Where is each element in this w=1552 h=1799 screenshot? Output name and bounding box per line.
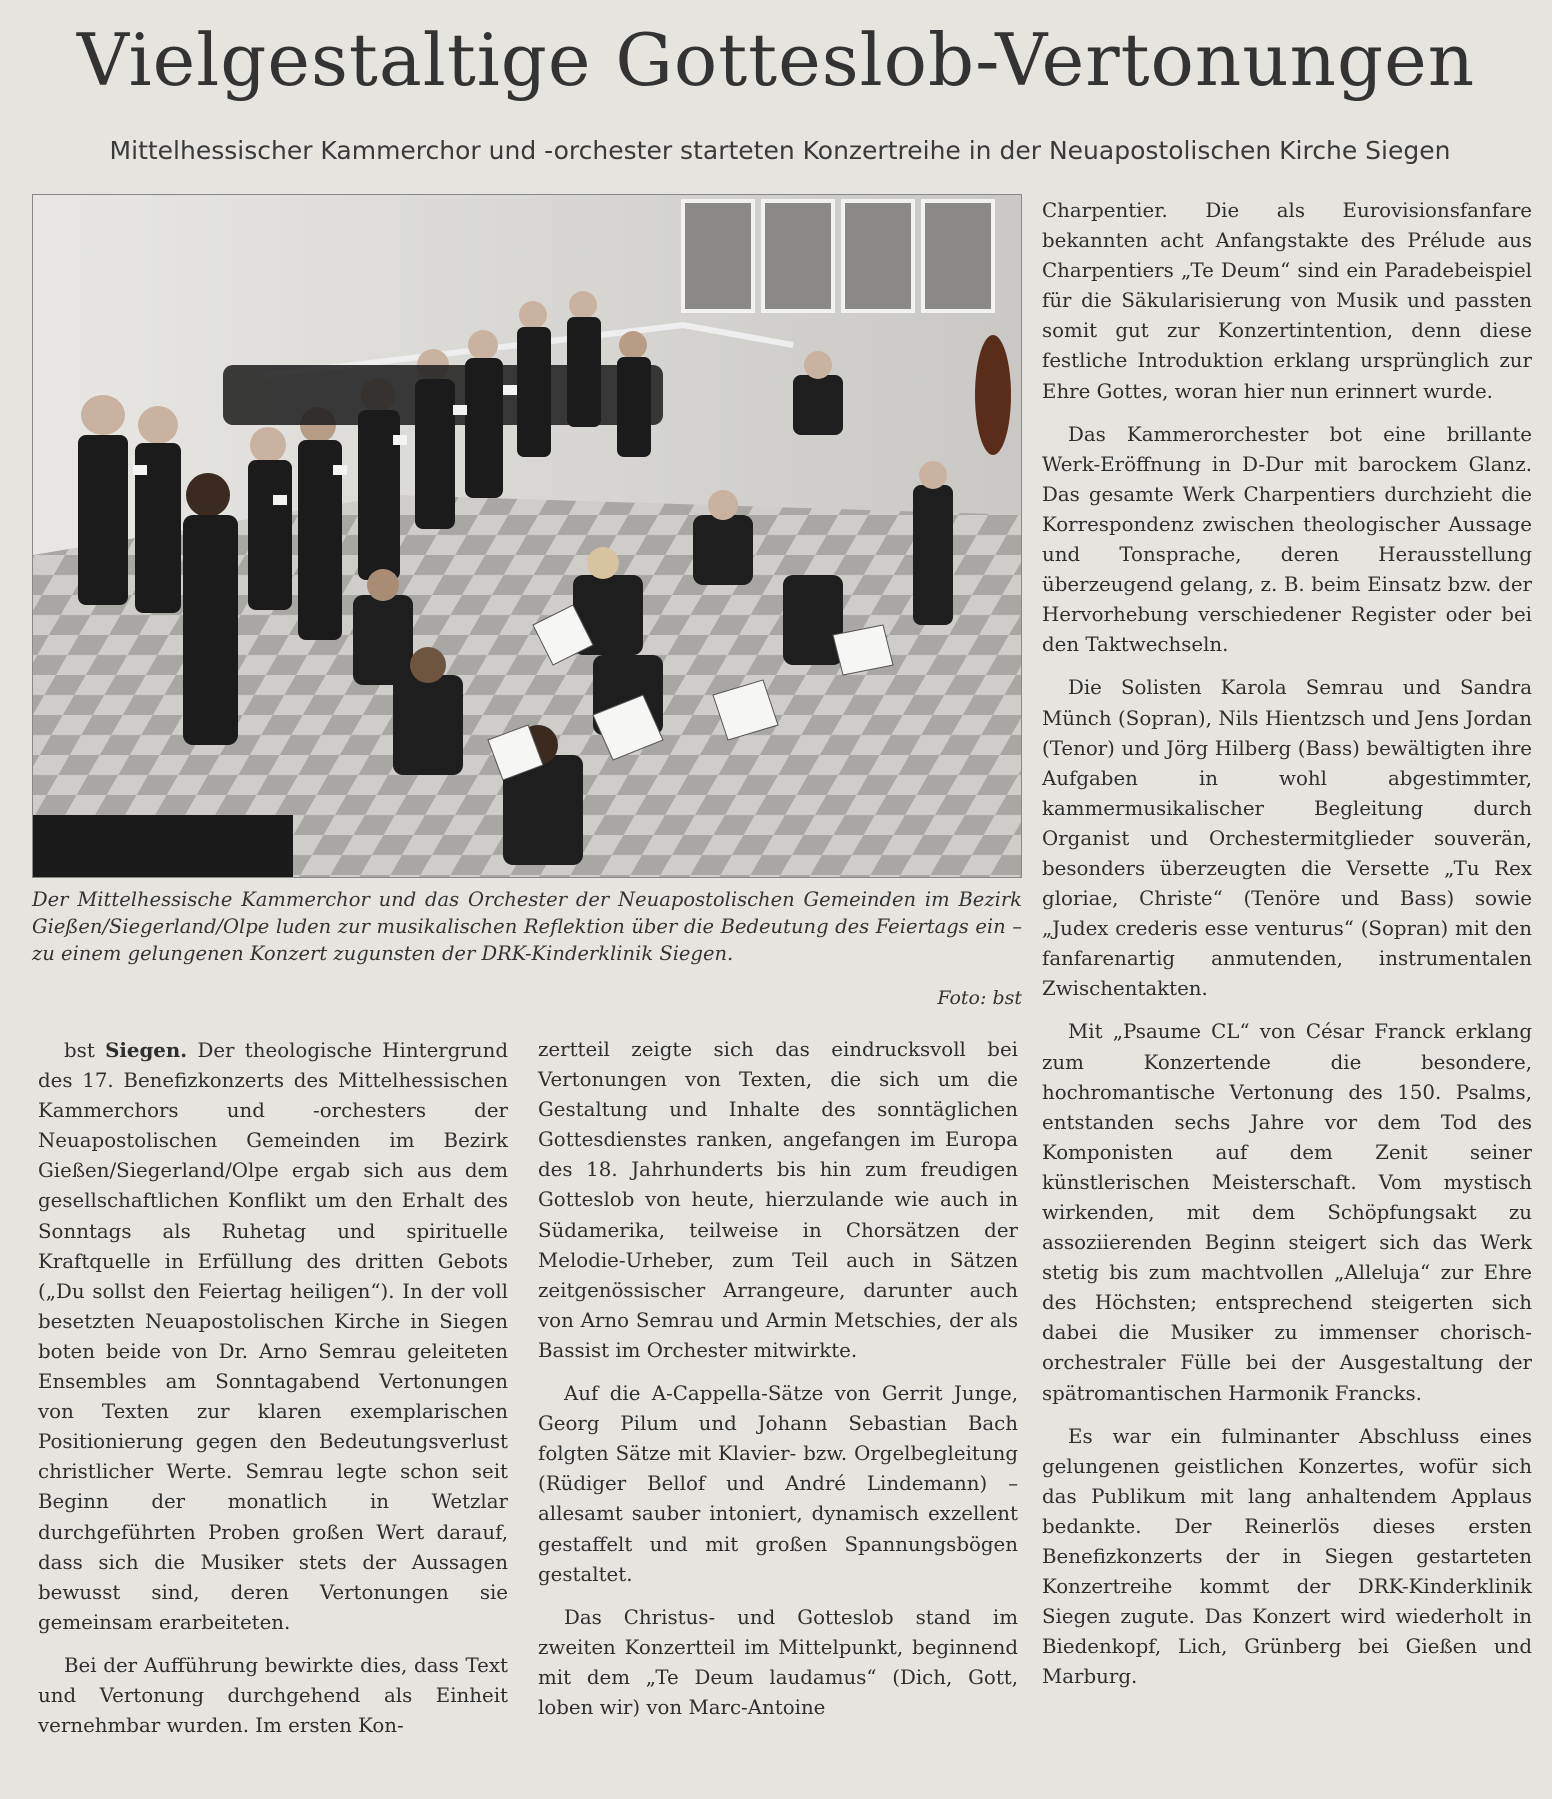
subheadline: Mittelhessischer Kammerchor und -orchester starteten Konzertreihe in der Neuapostolischen Kirche Siegen xyxy=(109,136,1451,165)
paragraph: Auf die A-Cappella-Sätze von Gerrit Junge, Georg Pilum und Johann Sebastian Bach folgten Sätze mit Klavier- bzw. Orgelbegleitung (Rüdiger Bellof und André Lindemann) – allesamt sauber intoniert, dynamisch exzellent gestaffelt und mit großen Spannungsbögen gestaltet. xyxy=(538,1382,1018,1586)
column-middle xyxy=(538,1035,1018,1723)
paragraph: Bei der Aufführung bewirkte dies, dass Text und Vertonung durchgehend als Einheit vernehmbar wurden. Im ersten Kon- xyxy=(38,1653,508,1738)
paragraph: Charpentier. Die als Eurovisionsfanfare bekannten acht Anfangstakte des Prélude aus Charpentiers „Te Deum“ sind ein Paradebeispiel für die Säkularisierung von Musik und passten somit gut zur Konzertintention, denn diese festliche Introduktion erklang ursprünglich zur Ehre Gottes, woran hier nun erinnert wurde. xyxy=(1042,199,1532,403)
paragraph: Das Kammerorchester bot eine brillante Werk-Eröffnung in D-Dur mit barockem Glanz. Das gesamte Werk Charpentiers durchzieht die Korrespondenz zwischen theologischer Aussage und Tonsprache, deren Herausstellung überzeugend gelang, z. B. beim Einsatz bzw. der Hervorhebung verschiedener Register oder bei den Taktwechseln. xyxy=(1042,422,1532,657)
paragraph: zertteil zeigte sich das eindrucksvoll bei Vertonungen von Texten, die sich um die Gestaltung und Inhalte des sonntäglichen Gottesdienstes ranken, angefangen im Europa des 18. Jahrhunderts bis hin zum freudigen Gotteslob von heute, hierzulande wie auch in Südamerika, teilweise in Chorsätzen der Melodie-Urheber, zum Teil auch in Sätzen zeitgenössischer Arrangeure, darunter auch von Arno Semrau und Armin Metschies, der als Bassist im Orchester mitwirkte. xyxy=(538,1038,1018,1362)
paragraph: Das Christus- und Gotteslob stand im zweiten Konzertteil im Mittelpunkt, beginnend mit dem „Te Deum laudamus“ (Dich, Gott, loben wir) von Marc-Antoine xyxy=(538,1605,1018,1719)
paragraph: Es war ein fulminanter Abschluss eines gelungenen geistlichen Konzertes, wofür sich das Publikum mit lang anhaltendem Applaus bedankte. Der Reinerlös dieses ersten Benefizkonzerts der in Siegen gestarteten Konzertreihe kommt der DRK-Kinderklinik Siegen zugute. Das Konzert wird wiederholt in Biedenkopf, Lich, Grünberg bei Gießen und Marburg. xyxy=(1042,1424,1532,1689)
paragraph-text: Der theologische Hintergrund des 17. Benefizkonzerts des Mittelhessischen Kammerchors und -orchesters der Neuapostolischen Gemeinden im Bezirk Gießen/Siegerland/Olpe ergab sich aus dem gesellschaftlichen Konflikt um den Erhalt des Sonntags als Ruhetag und spirituelle Kraftquelle in Erfüllung des dritten Gebots („Du sollst den Feiertag heiligen“). In der voll besetzten Neuapostolischen Kirche in Siegen boten beide von Dr. Arno Semrau geleiteten Ensembles am Sonntagabend Vertonungen von Texten zur klaren exemplarischen Positionierung gegen den Bedeutungsverlust christlicher Werte. Semrau legte schon seit Beginn der monatlich in Wetzlar durchgeführten Proben großen Wert darauf, dass sich die Musiker stets der Aussagen bewusst sind, deren Vertonungen sie gemeinsam erarbeiteten. xyxy=(38,1039,508,1634)
column-right xyxy=(1042,196,1532,1693)
column-left xyxy=(38,1035,508,1741)
paragraph: Die Solisten Karola Semrau und Sandra Münch (Sopran), Nils Hientzsch und Jens Jordan (Tenor) und Jörg Hilberg (Bass) bewältigten ihre Aufgaben in wohl abgestimmter, kammermusikalischer Begleitung durch Organist und Orchestermitglieder souverän, besonders überzeugten die Versette „Tu Rex gloriae, Christe“ (Tenöre und Bass) sowie „Judex crederis esse venturus“ (Sopran) mit den fanfarenartig anmutenden, instrumentalen Zwischentakten. xyxy=(1042,676,1532,1001)
photo-credit: Foto: bst xyxy=(937,987,1022,1009)
dateline-prefix: bst xyxy=(64,1039,95,1062)
headline: Vielgestaltige Gotteslob-Vertonungen xyxy=(76,18,1476,102)
paragraph xyxy=(38,1035,508,1638)
photo-caption: Der Mittelhessische Kammerchor und das Orchester der Neuapostolischen Gemeinden im Bezirk Gießen/Siegerland/Olpe luden zur musikalischen Reflektion über die Bedeutung des Feiertags ein – zu einem gelungenen Konzert zugunsten der DRK-Kinderklinik Siegen. xyxy=(32,888,1022,965)
concert-photo xyxy=(32,194,1022,878)
paragraph: Mit „Psaume CL“ von César Franck erklang zum Konzertende die besondere, hochromantische Vertonung des 150. Psalms, entstanden sechs Jahre vor dem Tod des Komponisten auf dem Zenit seiner künstlerischen Meisterschaft. Vom mystisch wirkenden, mit dem Schöpfungsakt zu assoziierenden Beginn steigert sich das Werk stetig bis zum machtvollen „Alleluja“ zur Ehre des Höchsten; entsprechend steigerten sich dabei die Musiker zu immenser chorisch-orchestraler Fülle bei der Ausgestaltung der spätromantischen Harmonik Francks. xyxy=(1042,1020,1532,1405)
dateline-place: Siegen. xyxy=(105,1038,188,1062)
